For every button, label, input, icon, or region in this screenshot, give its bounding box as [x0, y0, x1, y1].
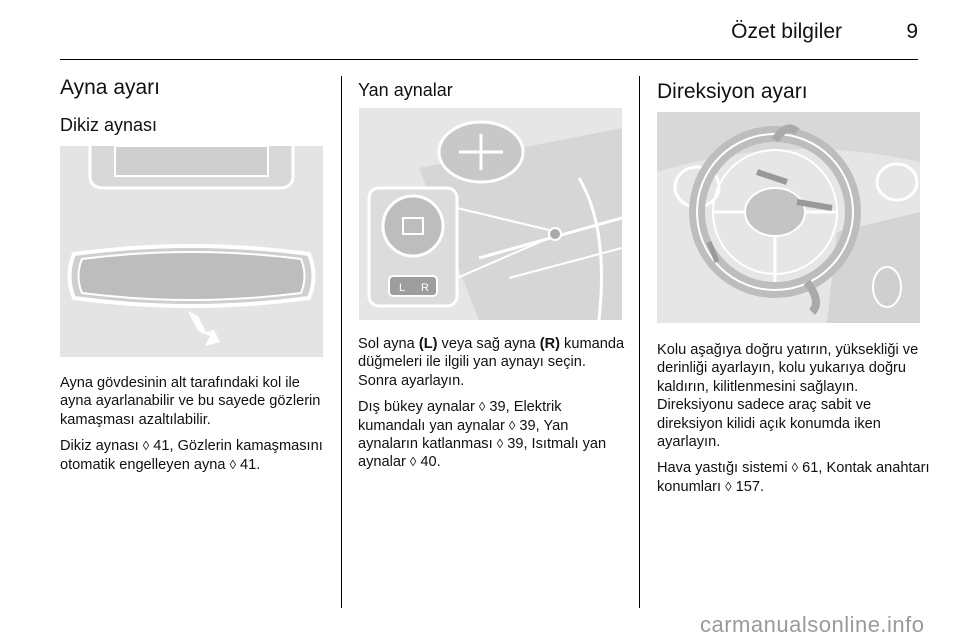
steering-paragraph-1: Kolu aşağıya doğru yatırın, yüksekliği ve derinliği ayarlayın, kolu yukarıya doğru kaldırın, kilitlenmesini sağlayın. Direksiyonu sadece araç sabit ve direksiyon kilidi açık konumda iken ayarlayın.	[657, 342, 919, 451]
page-number: 9	[906, 20, 918, 43]
switch-label-right: R	[421, 282, 429, 294]
mirror-paragraph-2: Dikiz aynası ◊ 41, Gözlerin kamaşmasını otomatik engelleyen ayna ◊ 41.	[60, 438, 323, 473]
column-steering-adjust	[657, 76, 922, 108]
side-mirror-paragraph-1: Sol ayna (L) veya sağ ayna (R) kumanda düğmeleri ile ilgili yan aynayı seçin. Sonra ayarlayın.	[358, 336, 625, 389]
side-mirror-control-illustration	[359, 108, 622, 320]
heading-mirror-adjust: Ayna ayarı	[60, 76, 161, 99]
reference-icon: ◊	[142, 438, 150, 454]
reference-icon: ◊	[725, 478, 732, 494]
page-header	[0, 0, 960, 60]
reference-icon: ◊	[478, 399, 486, 415]
column-side-mirrors	[358, 77, 623, 103]
column-divider-2	[639, 76, 640, 608]
steering-wheel-illustration	[657, 112, 920, 323]
heading-side-mirrors: Yan aynalar	[358, 80, 453, 100]
reference-icon: ◊	[409, 454, 417, 470]
side-mirror-paragraph-2: Dış bükey aynalar ◊ 39, Elektrik kumandalı yan aynalar ◊ 39, Yan aynaların katlanması ◊ 39, Isıtmalı yan aynalar ◊ 40.	[358, 399, 607, 471]
switch-label-left: L	[399, 282, 406, 294]
rearview-mirror-illustration	[60, 146, 323, 357]
mirror-paragraph-1: Ayna gövdesinin alt tarafındaki kol ile ayna ayarlanabilir ve bu sayede gözlerin kamaşması azaltılabilir.	[60, 375, 321, 428]
header-rule	[60, 59, 918, 60]
steering-text	[657, 341, 932, 504]
reference-icon: ◊	[229, 456, 236, 472]
column-divider-1	[341, 76, 342, 608]
side-mirror-text	[358, 335, 628, 480]
reference-icon: ◊	[496, 436, 504, 452]
mirror-text	[60, 374, 328, 482]
watermark: carmanualsonline.info	[700, 612, 925, 637]
reference-icon: ◊	[508, 417, 516, 433]
heading-steering-adjust: Direksiyon ayarı	[657, 80, 808, 103]
heading-rearview-mirror: Dikiz aynası	[60, 115, 158, 135]
section-title: Özet bilgiler	[731, 20, 842, 43]
column-mirror-adjust	[60, 72, 325, 138]
reference-icon: ◊	[791, 460, 799, 476]
steering-paragraph-2: Hava yastığı sistemi ◊ 61, Kontak anahtarı konumları ◊ 157.	[657, 460, 930, 495]
